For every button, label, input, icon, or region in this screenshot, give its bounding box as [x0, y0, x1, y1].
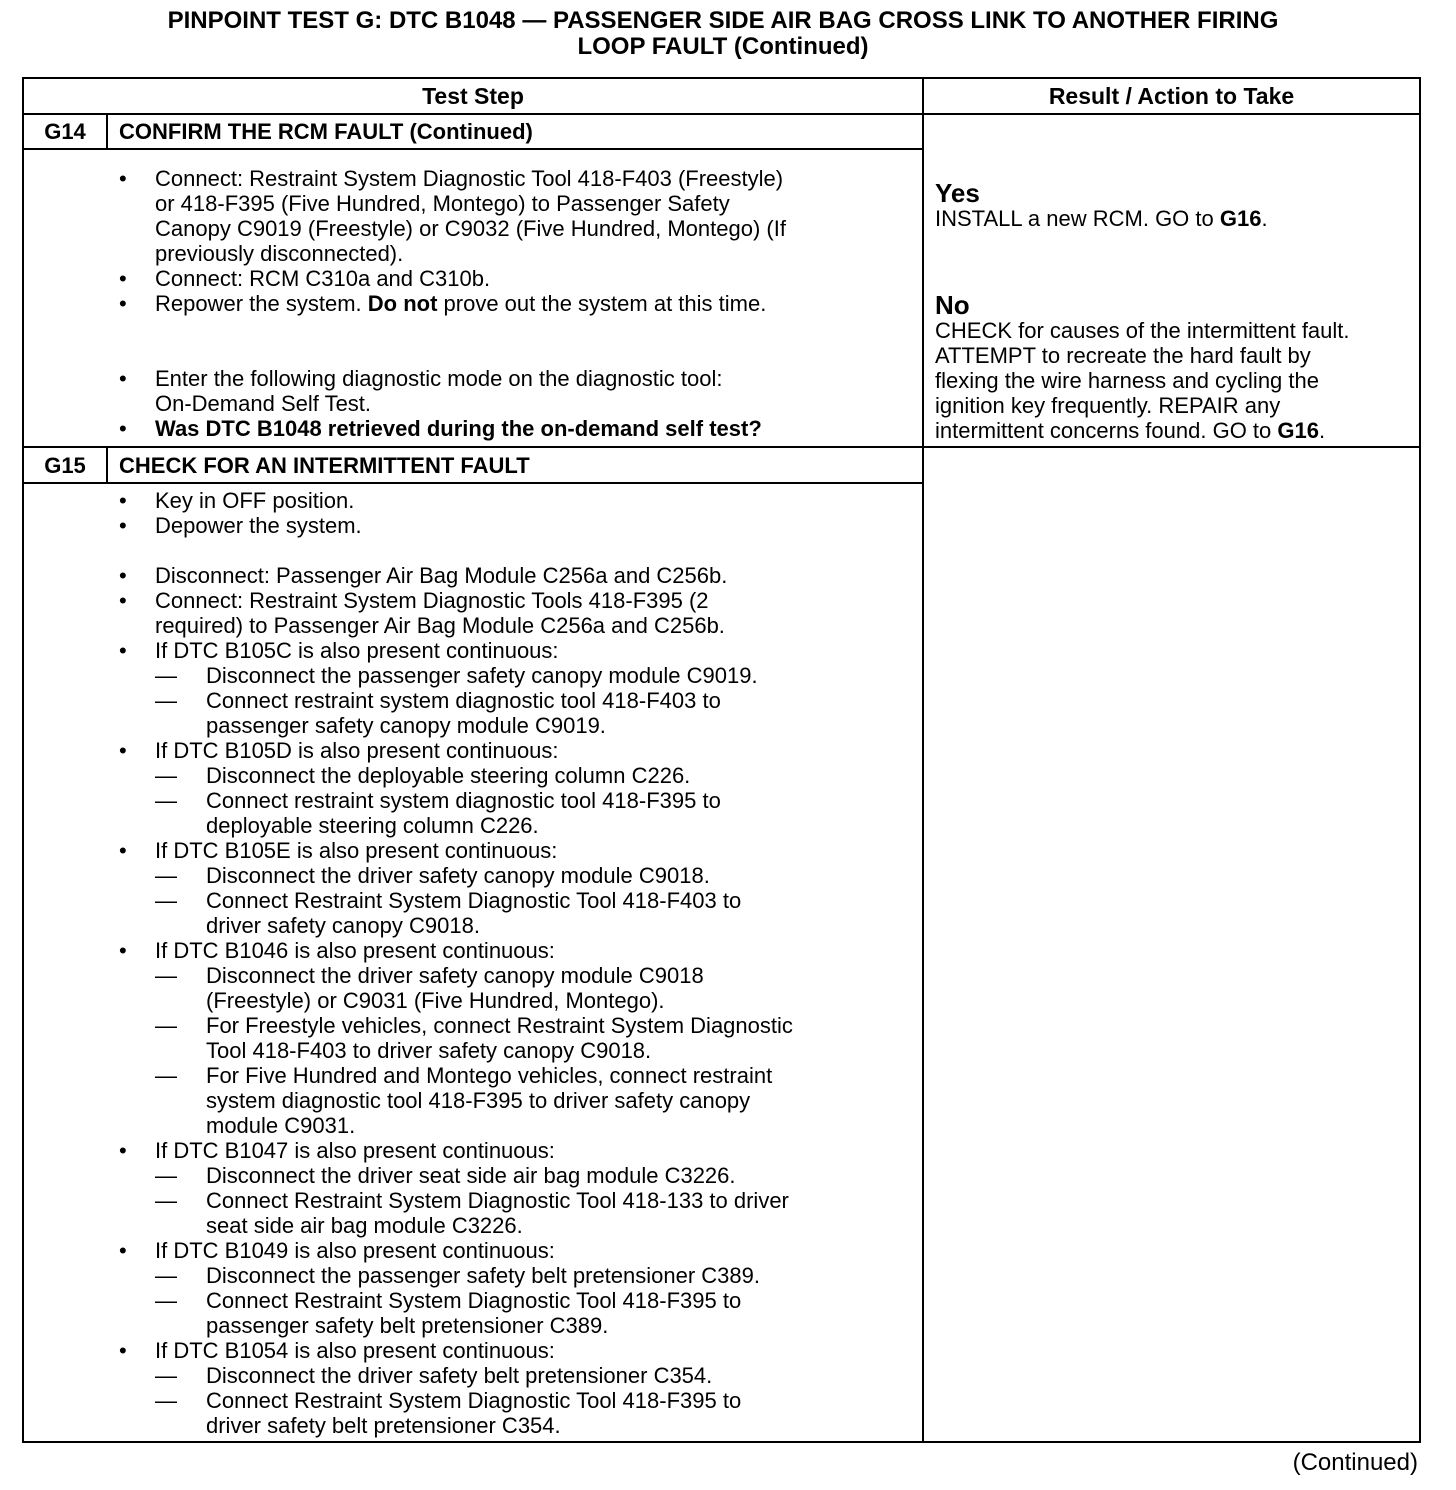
step-text: Tool 418-F403 to driver safety canopy C9018.: [206, 1038, 652, 1063]
dash-marker: —: [155, 1188, 177, 1213]
title-line-1: PINPOINT TEST G: DTC B1048 — PASSENGER SIDE AIR BAG CROSS LINK TO ANOTHER FIRING: [167, 7, 1279, 34]
column-divider: [922, 79, 924, 1441]
list-item: [109, 838, 909, 863]
sub-item: [109, 688, 909, 713]
bullet-marker: •: [119, 1338, 127, 1363]
bullet-marker: •: [119, 738, 127, 763]
dash-marker: —: [155, 963, 177, 988]
g14-id-divider: [106, 114, 108, 149]
bullet-marker: •: [119, 513, 127, 538]
result-no-line: [935, 418, 1350, 443]
sub-item: [109, 1363, 909, 1388]
sub-item-continuation: [109, 1113, 909, 1138]
step-text: Depower the system.: [155, 513, 362, 538]
dash-marker: —: [155, 1063, 177, 1088]
sub-item-continuation: [109, 913, 909, 938]
result-no-line: ATTEMPT to recreate the hard fault by: [935, 343, 1311, 368]
list-item-continuation: [109, 613, 909, 638]
step-text: Key in OFF position.: [155, 488, 355, 513]
step-text: Disconnect the passenger safety canopy module C9019.: [206, 663, 758, 688]
bullet-marker: •: [119, 588, 127, 613]
list-item: [109, 513, 909, 538]
list-item: [109, 638, 909, 663]
step-text: seat side air bag module C3226.: [206, 1213, 523, 1238]
list-item-question: [109, 416, 909, 441]
step-text: Disconnect the driver safety canopy module C9018: [206, 963, 704, 988]
sub-item-continuation: [109, 1088, 909, 1113]
dash-marker: —: [155, 1163, 177, 1188]
header-test-step: Test Step: [422, 83, 524, 109]
step-text: previously disconnected).: [155, 241, 404, 266]
step-text: system diagnostic tool 418-F395 to driver safety canopy: [206, 1088, 751, 1113]
sub-item-continuation: [109, 1213, 909, 1238]
step-text: required) to Passenger Air Bag Module C256a and C256b.: [155, 613, 725, 638]
sub-item: [109, 1288, 909, 1313]
list-item-continuation: [109, 241, 909, 266]
sub-item: [109, 1063, 909, 1088]
result-yes-heading: Yes: [935, 178, 980, 208]
dash-marker: —: [155, 1363, 177, 1388]
dash-marker: —: [155, 663, 177, 688]
sub-item: [109, 1163, 909, 1188]
step-text: If DTC B1054 is also present continuous:: [155, 1338, 555, 1363]
sub-item: [109, 888, 909, 913]
list-item: [109, 738, 909, 763]
step-text: prove out the system at this time.: [437, 291, 767, 316]
pinpoint-test-table: [22, 77, 1421, 1443]
step-title-g15: CHECK FOR AN INTERMITTENT FAULT: [119, 453, 530, 478]
step-question: Was DTC B1048 retrieved during the on-demand self test?: [155, 416, 762, 441]
step-text: Connect Restraint System Diagnostic Tool 418-F395 to: [206, 1288, 742, 1313]
step-text: For Five Hundred and Montego vehicles, connect restraint: [206, 1063, 773, 1088]
bullet-marker: •: [119, 1238, 127, 1263]
sub-item-continuation: [109, 813, 909, 838]
list-item: [109, 366, 909, 391]
step-text: Disconnect the deployable steering column C226.: [206, 763, 691, 788]
step-text: Disconnect the driver safety canopy module C9018.: [206, 863, 710, 888]
list-item: [109, 938, 909, 963]
step-text: Connect: RCM C310a and C310b.: [155, 266, 491, 291]
list-item: [109, 266, 909, 291]
step-id-g15: G15: [44, 453, 86, 478]
list-item: [109, 1238, 909, 1263]
sub-item: [109, 1263, 909, 1288]
step-text: If DTC B105C is also present continuous:: [155, 638, 559, 663]
dash-marker: —: [155, 888, 177, 913]
step-text: On-Demand Self Test.: [155, 391, 372, 416]
step-text: (Freestyle) or C9031 (Five Hundred, Montego).: [206, 988, 665, 1013]
step-text: Connect: Restraint System Diagnostic Tools 418-F395 (2: [155, 588, 709, 613]
title-line-2: LOOP FAULT (Continued): [577, 33, 869, 60]
result-text: .: [1261, 206, 1268, 231]
list-item: [109, 166, 909, 191]
g15-id-divider: [106, 448, 108, 482]
bullet-marker: •: [119, 166, 127, 191]
step-text: Enter the following diagnostic mode on the diagnostic tool:: [155, 366, 723, 391]
sub-item: [109, 1188, 909, 1213]
step-emphasis: Do not: [367, 291, 438, 316]
dash-marker: —: [155, 863, 177, 888]
list-item: [109, 1338, 909, 1363]
step-text: Connect restraint system diagnostic tool 418-F395 to: [206, 788, 721, 813]
dash-marker: —: [155, 1388, 177, 1413]
step-text: If DTC B1049 is also present continuous:: [155, 1238, 555, 1263]
sub-item: [109, 963, 909, 988]
spacer: [109, 316, 909, 366]
sub-item-continuation: [109, 1038, 909, 1063]
sub-item: [109, 763, 909, 788]
step-text: driver safety belt pretensioner C354.: [206, 1413, 561, 1438]
sub-item: [109, 788, 909, 813]
step-text: or 418-F395 (Five Hundred, Montego) to Passenger Safety: [155, 191, 730, 216]
list-item-continuation: [109, 391, 909, 416]
step-text: Disconnect the driver safety belt pretensioner C354.: [206, 1363, 713, 1388]
dash-marker: —: [155, 788, 177, 813]
dash-marker: —: [155, 763, 177, 788]
result-yes-text: [935, 206, 1268, 231]
step-text: If DTC B1046 is also present continuous:: [155, 938, 555, 963]
step-text: Canopy C9019 (Freestyle) or C9032 (Five Hundred, Montego) (If: [155, 216, 786, 241]
list-item: [109, 291, 909, 316]
bullet-marker: •: [119, 416, 127, 441]
sub-item: [109, 1013, 909, 1038]
dash-marker: —: [155, 688, 177, 713]
sub-item: [109, 863, 909, 888]
bullet-marker: •: [119, 266, 127, 291]
result-no-line: ignition key frequently. REPAIR any: [935, 393, 1281, 418]
step-text: deployable steering column C226.: [206, 813, 539, 838]
sub-item-continuation: [109, 1313, 909, 1338]
list-item: [109, 488, 909, 513]
sub-item-continuation: [109, 988, 909, 1013]
bullet-marker: •: [119, 638, 127, 663]
bullet-marker: •: [119, 1138, 127, 1163]
list-item: [109, 1138, 909, 1163]
step-text: Connect Restraint System Diagnostic Tool 418-F403 to: [206, 888, 742, 913]
bullet-marker: •: [119, 366, 127, 391]
g14-steps: [109, 166, 909, 441]
sub-item: [109, 1388, 909, 1413]
step-text: module C9031.: [206, 1113, 356, 1138]
step-text: Connect Restraint System Diagnostic Tool 418-133 to driver: [206, 1188, 789, 1213]
g14-result-no: [935, 292, 1350, 443]
step-text: If DTC B105D is also present continuous:: [155, 738, 559, 763]
result-text: INSTALL a new RCM. GO to: [935, 206, 1220, 231]
step-text: passenger safety belt pretensioner C389.: [206, 1313, 609, 1338]
dash-marker: —: [155, 1288, 177, 1313]
sub-item-continuation: [109, 713, 909, 738]
step-text: passenger safety canopy module C9019.: [206, 713, 606, 738]
continued-note: (Continued): [1292, 1449, 1418, 1476]
step-text: If DTC B1047 is also present continuous:: [155, 1138, 555, 1163]
result-text: .: [1318, 418, 1326, 443]
bullet-marker: •: [119, 838, 127, 863]
step-text: Disconnect: Passenger Air Bag Module C256a and C256b.: [155, 563, 728, 588]
step-text: Connect: Restraint System Diagnostic Tool 418-F403 (Freestyle): [155, 166, 784, 191]
step-id-g14: G14: [44, 119, 86, 144]
go-to-step: G16: [1219, 206, 1262, 231]
header-result-action: Result / Action to Take: [1048, 83, 1295, 109]
result-no-heading: No: [935, 290, 970, 320]
step-title-g14: CONFIRM THE RCM FAULT (Continued): [119, 119, 533, 144]
dash-marker: —: [155, 1263, 177, 1288]
step-text: Repower the system.: [155, 291, 368, 316]
list-item-continuation: [109, 191, 909, 216]
page-title: [22, 8, 1424, 60]
result-text: intermittent concerns found. GO to: [935, 418, 1278, 443]
spacer: [109, 538, 909, 563]
bullet-marker: •: [119, 488, 127, 513]
list-item: [109, 563, 909, 588]
g14-result-yes: [935, 180, 1268, 231]
dash-marker: —: [155, 1013, 177, 1038]
result-no-line: flexing the wire harness and cycling the: [935, 368, 1319, 393]
result-no-line: CHECK for causes of the intermittent fault.: [935, 318, 1350, 343]
g15-steps: [109, 488, 909, 1438]
list-item-continuation: [109, 216, 909, 241]
step-text: If DTC B105E is also present continuous:: [155, 838, 558, 863]
sub-item-continuation: [109, 1413, 909, 1438]
sub-item: [109, 663, 909, 688]
bullet-marker: •: [119, 938, 127, 963]
bullet-marker: •: [119, 563, 127, 588]
step-text: For Freestyle vehicles, connect Restraint System Diagnostic: [206, 1013, 793, 1038]
list-item: [109, 588, 909, 613]
step-text: driver safety canopy C9018.: [206, 913, 480, 938]
step-text: Connect restraint system diagnostic tool 418-F403 to: [206, 688, 721, 713]
step-text: Disconnect the passenger safety belt pretensioner C389.: [206, 1263, 760, 1288]
go-to-step: G16: [1277, 418, 1319, 443]
step-text: Disconnect the driver seat side air bag module C3226.: [206, 1163, 736, 1188]
step-text: Connect Restraint System Diagnostic Tool 418-F395 to: [206, 1388, 742, 1413]
bullet-marker: •: [119, 291, 127, 316]
